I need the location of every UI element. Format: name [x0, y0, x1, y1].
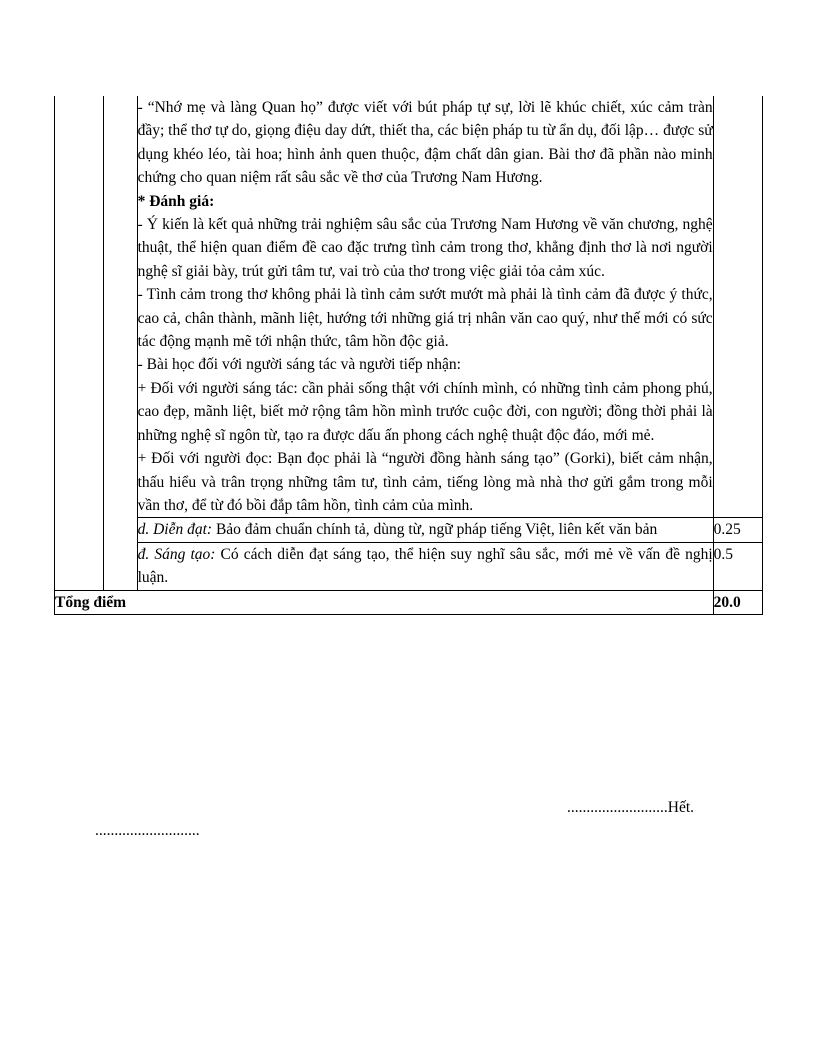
score-cell-empty: [713, 96, 762, 518]
expression-cell: [137, 518, 713, 542]
content-cell: [137, 96, 713, 518]
end-mark: ..........................Hết.: [567, 799, 695, 816]
paragraph-summary: - “Nhớ mẹ và làng Quan họ” được viết với bút pháp tự sự, lời lẽ khúc chiết, xúc cảm tràn đầy; thể thơ tự do, giọng điệu day dứt, thiết tha, các biện pháp tu từ ẩn dụ, đối lập… được sử dụng khéo léo, tài hoa; hình ảnh quen thuộc, đậm chất dân gian. Bài thơ đã phần nào minh chứng cho quan niệm rất sâu sắc về thơ của Trương Nam Hương.: [137, 99, 713, 187]
paragraph-evaluation-heading: * Đánh giá:: [137, 192, 215, 210]
section-cell: [55, 96, 104, 590]
creativity-score: 0.5: [713, 542, 762, 590]
paragraph-emotion: - Tình cảm trong thơ không phải là tình cảm sướt mướt mà phải là tình cảm đã được ý thức, cao cả, chân thành, mãnh liệt, hướng tới những giá trị nhân văn cao quý, như thế mới có sức tác động mạnh mẽ tới nhận thức, tâm hồn độc giả.: [137, 286, 713, 351]
creativity-cell: [137, 542, 713, 590]
rubric-total-row: [55, 590, 763, 614]
total-score: 20.0: [713, 590, 762, 614]
creativity-label: đ. Sáng tạo:: [137, 545, 216, 563]
expression-score: 0.25: [713, 518, 762, 542]
paragraph-lesson-writer: + Đối với người sáng tác: cần phải sống thật với chính mình, có những tình cảm phong phú, cao đẹp, mãnh liệt, biết mở rộng tâm hồn mình trước cuộc đời, con người; đồng thời phải là những nghệ sĩ ngôn từ, tạo ra được dấu ấn phong cách nghệ thuật độc đáo, mới mẻ.: [137, 379, 713, 444]
total-label: Tổng điểm: [55, 590, 714, 614]
rubric-creativity-row: [55, 542, 763, 590]
paragraph-lesson-heading: - Bài học đối với người sáng tác và người tiếp nhận:: [137, 356, 461, 374]
paragraph-lesson-reader: + Đối với người đọc: Bạn đọc phải là “người đồng hành sáng tạo” (Gorki), biết cảm nhận, thấu hiểu và trân trọng những tâm tư, tình cảm, tiếng lòng mà nhà thơ gửi gắm trong mỗi vần thơ, để từ đó bồi đắp tâm hồn, tình cảm của mình.: [137, 450, 713, 514]
dots-line: ...........................: [95, 822, 200, 839]
rubric-expression-row: [55, 518, 763, 542]
expression-text: Bảo đảm chuẩn chính tả, dùng từ, ngữ pháp tiếng Việt, liên kết văn bản: [212, 521, 658, 539]
rubric-content-row: [55, 96, 763, 518]
scoring-rubric-table: [54, 96, 763, 615]
expression-label: d. Diễn đạt:: [137, 521, 213, 539]
paragraph-opinion: - Ý kiến là kết quả những trải nghiệm sâu sắc của Trương Nam Hương về văn chương, nghệ thuật, thể hiện quan điểm đề cao đặc trưng tình cảm trong thơ, khẳng định thơ là nơi người nghệ sĩ giải bày, trút gửi tâm tư, vai trò của thơ trong việc giải tỏa cảm xúc.: [137, 216, 713, 280]
criterion-cell: [104, 96, 137, 590]
creativity-text: Có cách diễn đạt sáng tạo, thể hiện suy nghĩ sâu sắc, mới mẻ về vấn đề nghị luận.: [137, 545, 713, 587]
